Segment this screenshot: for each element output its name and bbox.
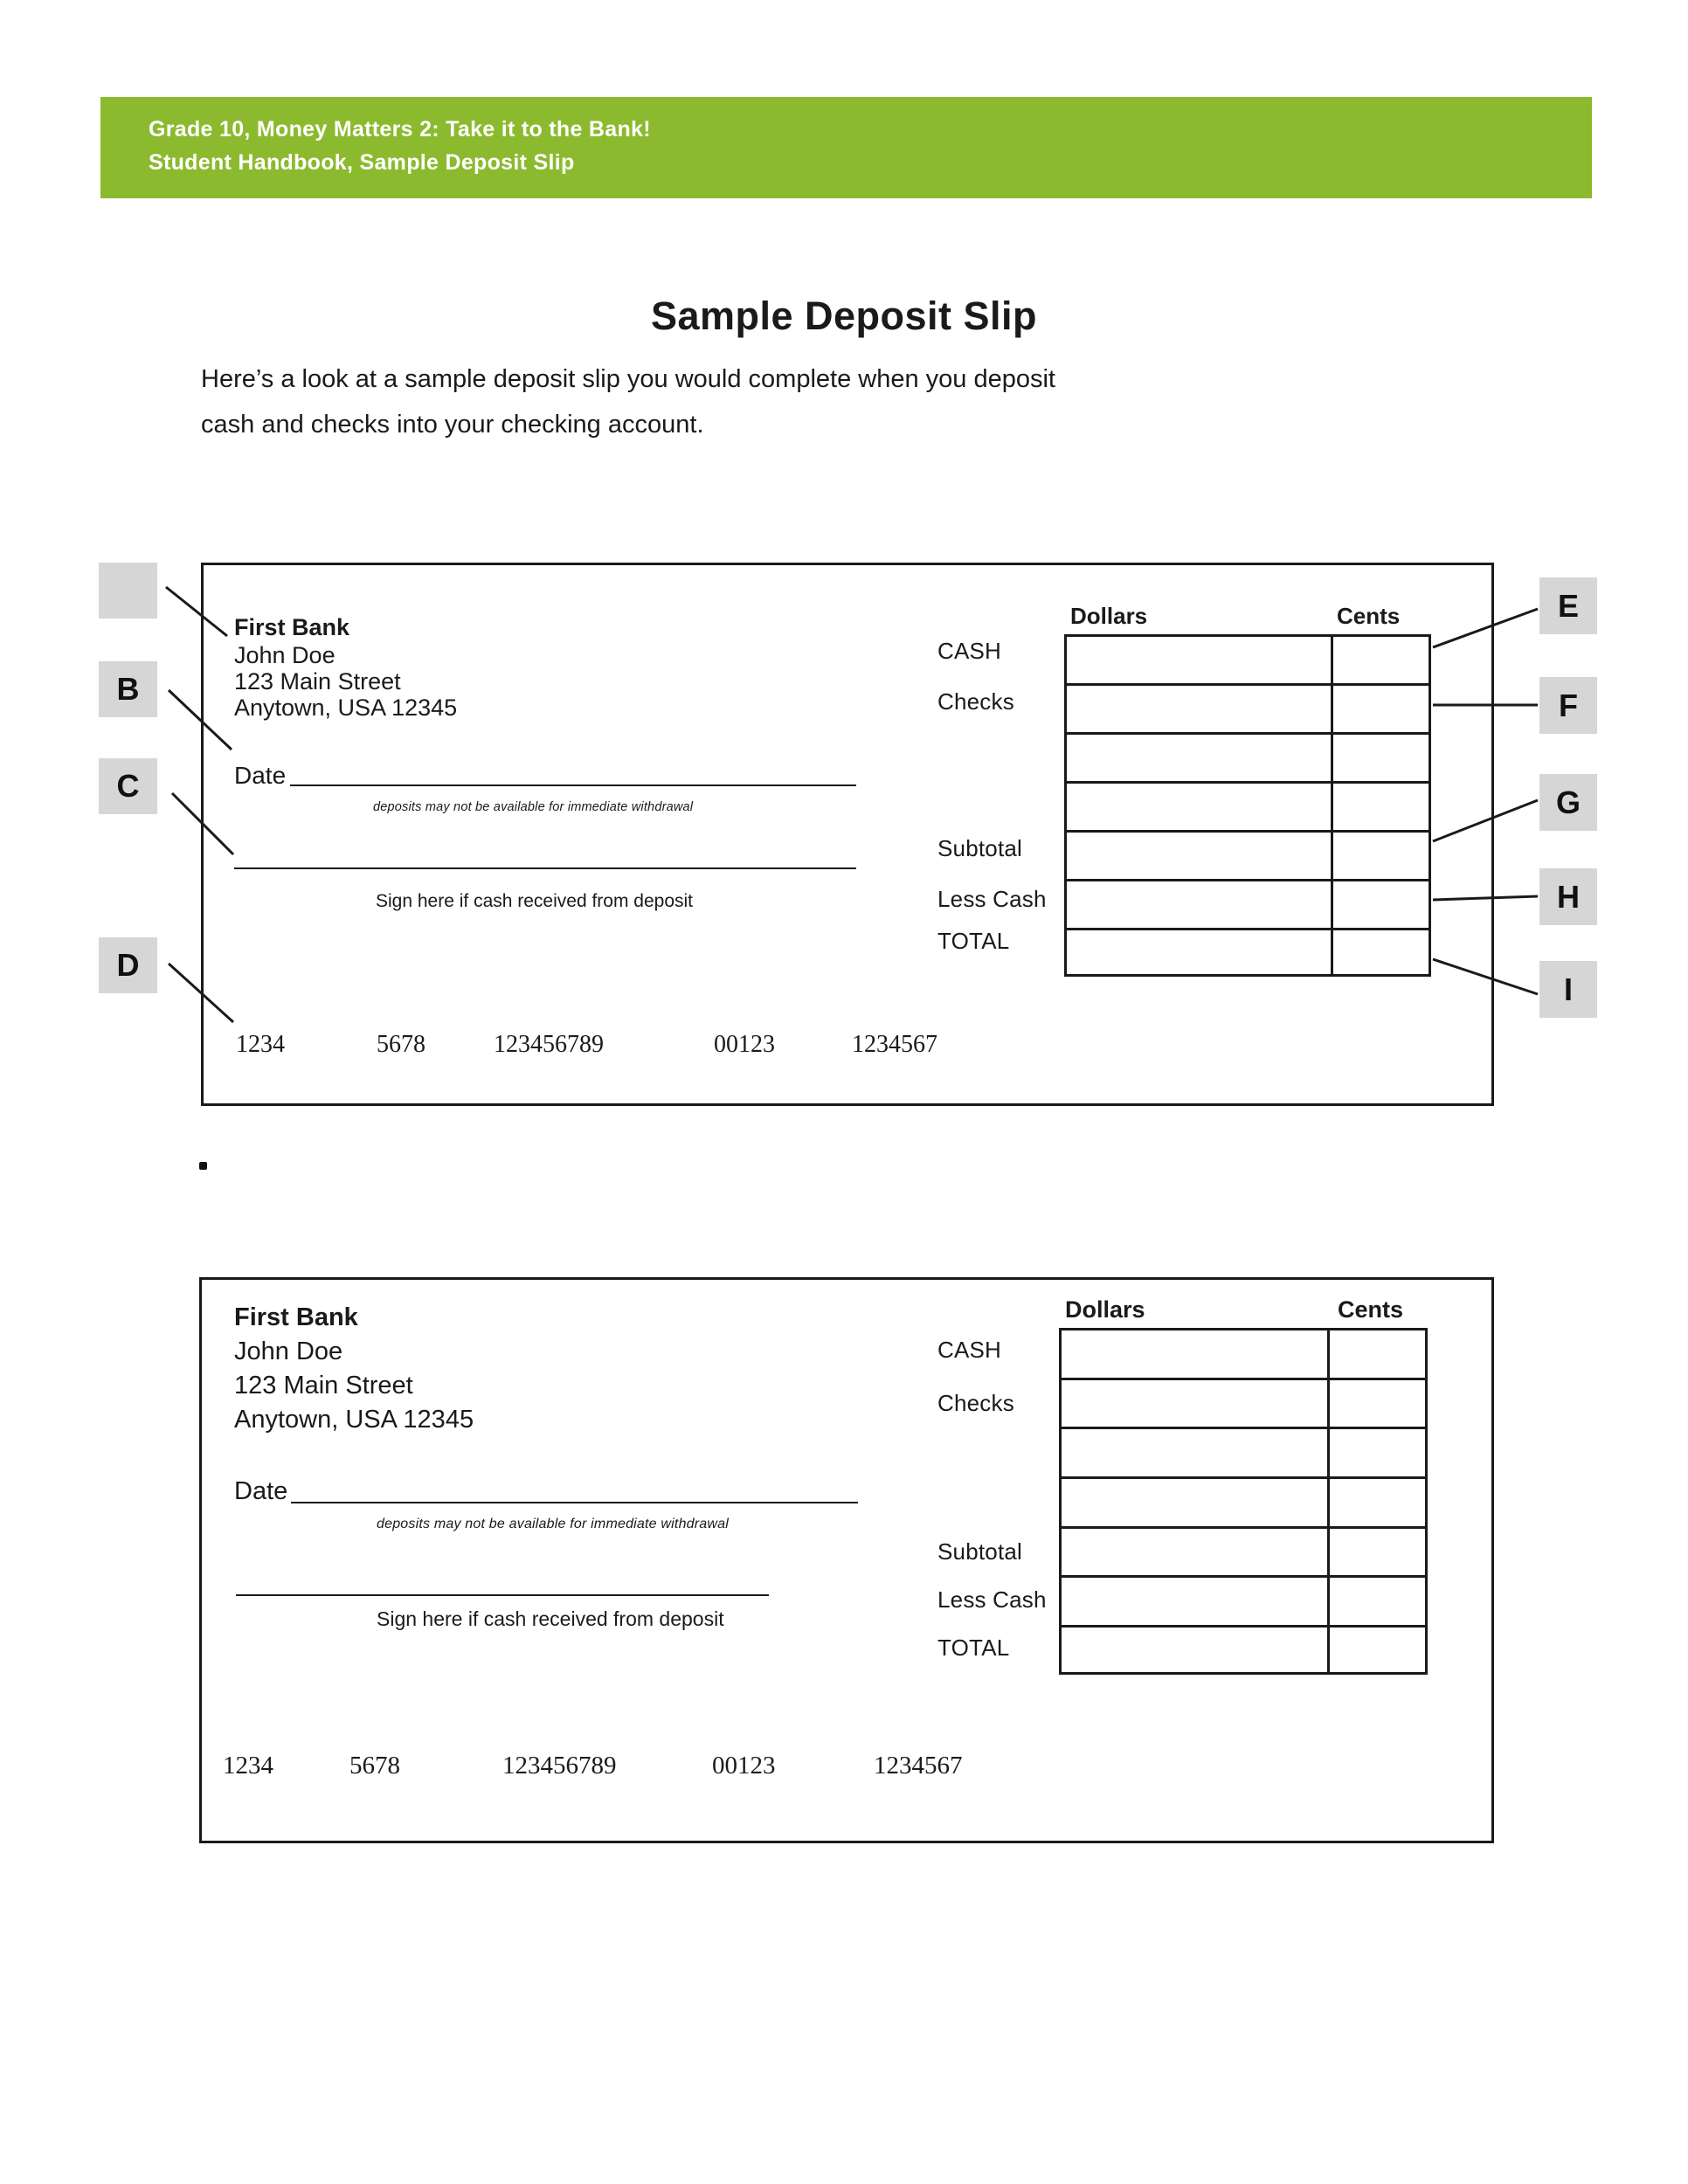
date-blank-line (290, 784, 856, 786)
table-row-divider (1062, 1476, 1425, 1479)
micr-branch-number: 5678 (349, 1752, 400, 1780)
table-row-divider (1067, 879, 1429, 881)
micr-check-number: 00123 (712, 1752, 776, 1780)
row-label-total: TOTAL (937, 928, 1010, 954)
micr-account-number: 1234567 (852, 1031, 937, 1058)
date-label: Date (234, 1477, 288, 1505)
table-row-divider (1062, 1625, 1425, 1628)
micr-check-number: 00123 (714, 1031, 775, 1058)
withdrawal-notice: deposits may not be available for immediate withdrawal (377, 1517, 729, 1531)
account-holder: John Doe (234, 1337, 343, 1365)
micr-routing-number: 1234 (236, 1031, 285, 1058)
signature-line (234, 867, 856, 869)
amount-table (1064, 634, 1431, 977)
callout-box-g: G (1539, 774, 1597, 831)
bank-name: First Bank (234, 1303, 358, 1331)
table-row-divider (1067, 928, 1429, 930)
callout-box-f: F (1539, 677, 1597, 734)
row-label-checks: Checks (937, 688, 1014, 715)
table-row-divider (1062, 1427, 1425, 1429)
row-label-checks: Checks (937, 1390, 1014, 1416)
intro-paragraph (201, 356, 1442, 447)
signature-caption: Sign here if cash received from deposit (376, 891, 694, 911)
table-row-divider (1067, 732, 1429, 735)
address-line-2: Anytown, USA 12345 (234, 1406, 474, 1434)
signature-line (236, 1594, 769, 1596)
date-label: Date (234, 762, 287, 789)
row-label-cash: CASH (937, 638, 1002, 664)
callout-box-h: H (1539, 868, 1597, 925)
micr-routing-number: 1234 (223, 1752, 273, 1780)
amount-table (1059, 1328, 1428, 1675)
header-line-2: Student Handbook, Sample Deposit Slip (149, 150, 575, 175)
intro-line-1: Here’s a look at a sample deposit slip you would complete when you deposit (201, 365, 1055, 393)
table-row-divider (1067, 830, 1429, 833)
header-banner (100, 97, 1592, 198)
row-label-cash: CASH (937, 1337, 1002, 1363)
row-label-less-cash: Less Cash (937, 886, 1047, 912)
period-mark (199, 1162, 207, 1170)
row-label-less-cash: Less Cash (937, 1586, 1047, 1613)
callout-box-e: E (1539, 577, 1597, 634)
table-row-divider (1062, 1526, 1425, 1529)
callout-box-b: B (99, 661, 157, 717)
row-label-subtotal: Subtotal (937, 835, 1023, 861)
intro-line-2: cash and checks into your checking account. (201, 411, 704, 439)
cents-column-divider (1331, 637, 1333, 974)
callout-box-d: D (99, 937, 157, 993)
row-label-total: TOTAL (937, 1635, 1010, 1661)
address-line-2: Anytown, USA 12345 (234, 695, 458, 721)
callout-box-a (99, 563, 157, 619)
cents-column-divider (1327, 1330, 1330, 1672)
page-title: Sample Deposit Slip (650, 294, 1038, 338)
signature-caption: Sign here if cash received from deposit (377, 1607, 724, 1630)
micr-transit-number: 123456789 (502, 1752, 617, 1780)
date-blank-line (291, 1502, 858, 1503)
dollars-column-header: Dollars (1070, 603, 1148, 629)
row-label-subtotal: Subtotal (937, 1538, 1023, 1565)
withdrawal-notice: deposits may not be available for immediate withdrawal (373, 800, 694, 814)
dollars-column-header: Dollars (1065, 1296, 1145, 1323)
micr-account-number: 1234567 (874, 1752, 963, 1780)
table-row-divider (1062, 1575, 1425, 1578)
account-holder: John Doe (234, 642, 336, 668)
cents-column-header: Cents (1338, 1296, 1404, 1323)
address-line-1: 123 Main Street (234, 1372, 413, 1400)
cents-column-header: Cents (1337, 603, 1401, 629)
bank-name: First Bank (234, 614, 350, 640)
callout-box-i: I (1539, 961, 1597, 1018)
address-line-1: 123 Main Street (234, 668, 401, 695)
table-row-divider (1067, 781, 1429, 784)
table-row-divider (1067, 683, 1429, 686)
micr-transit-number: 123456789 (494, 1031, 604, 1058)
table-row-divider (1062, 1378, 1425, 1380)
callout-box-c: C (99, 758, 157, 814)
micr-branch-number: 5678 (377, 1031, 425, 1058)
header-line-1: Grade 10, Money Matters 2: Take it to the Bank! (149, 117, 651, 142)
